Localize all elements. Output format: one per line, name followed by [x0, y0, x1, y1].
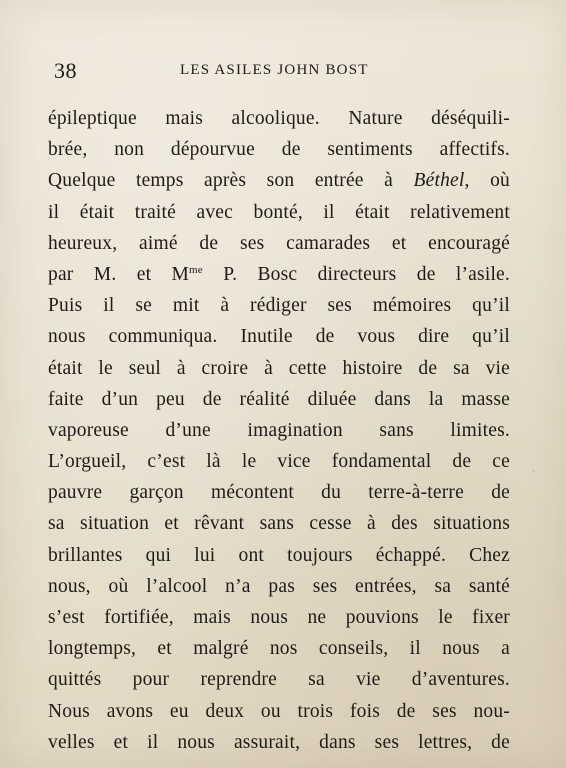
text-segment: Quelque temps après son entrée à — [48, 170, 414, 192]
text-segment: P. Bosc directeurs de l’asile. — [202, 263, 510, 285]
text-line — [48, 165, 510, 196]
text-line: heureux, aimé de ses camarades et encouragé — [48, 232, 510, 254]
italic-place-name: Béthel — [413, 170, 465, 192]
text-line: était le seul à croire à cette histoire de sa vie — [48, 357, 510, 379]
body-text — [48, 103, 510, 758]
text-line: quittés pour reprendre sa vie d’aventures. — [48, 669, 510, 691]
text-line: vaporeuse d’une imagination sans limites. — [48, 419, 510, 441]
text-line: Puis il se mit à rédiger ses mémoires qu’il — [48, 295, 510, 317]
text-line: longtemps, et malgré nos conseils, il nous a — [48, 638, 510, 660]
text-line: brée, non dépourvue de sentiments affectifs. — [48, 139, 510, 161]
text-line: sa situation et rêvant sans cesse à des situations — [48, 513, 510, 535]
page-header — [48, 58, 532, 86]
text-line: Nous avons eu deux ou trois fois de ses nou- — [48, 700, 510, 722]
text-line: nous communiqua. Inutile de vous dire qu’il — [48, 326, 510, 348]
running-head: LES ASILES JOHN BOST — [180, 62, 369, 78]
text-line: pauvre garçon mécontent du terre-à-terre de — [48, 482, 510, 504]
text-line: L’orgueil, c’est là le vice fondamental de ce — [48, 451, 510, 473]
text-line: s’est fortifiée, mais nous ne pouvions le fixer — [48, 607, 510, 628]
paper-foxing-spot — [60, 430, 62, 432]
paper-foxing-spot — [92, 672, 95, 675]
text-segment: , où — [464, 170, 510, 192]
page-number: 38 — [54, 58, 77, 83]
text-line: velles et il nous assurait, dans ses lettres, de — [48, 731, 510, 753]
text-line: nous, où l’alcool n’a pas ses entrées, sa santé — [48, 575, 510, 597]
paper-foxing-spot — [532, 470, 535, 472]
text-segment: par M. et M — [48, 263, 190, 285]
text-line: épileptique mais alcoolique. Nature déséquili- — [48, 108, 510, 129]
text-line: faite d’un peu de réalité diluée dans la masse — [48, 388, 510, 410]
text-line — [48, 259, 510, 290]
superscript-abbreviation: me — [189, 263, 203, 276]
text-line: brillantes qui lui ont toujours échappé. Chez — [48, 544, 510, 566]
text-line: il était traité avec bonté, il était relativement — [48, 201, 510, 223]
